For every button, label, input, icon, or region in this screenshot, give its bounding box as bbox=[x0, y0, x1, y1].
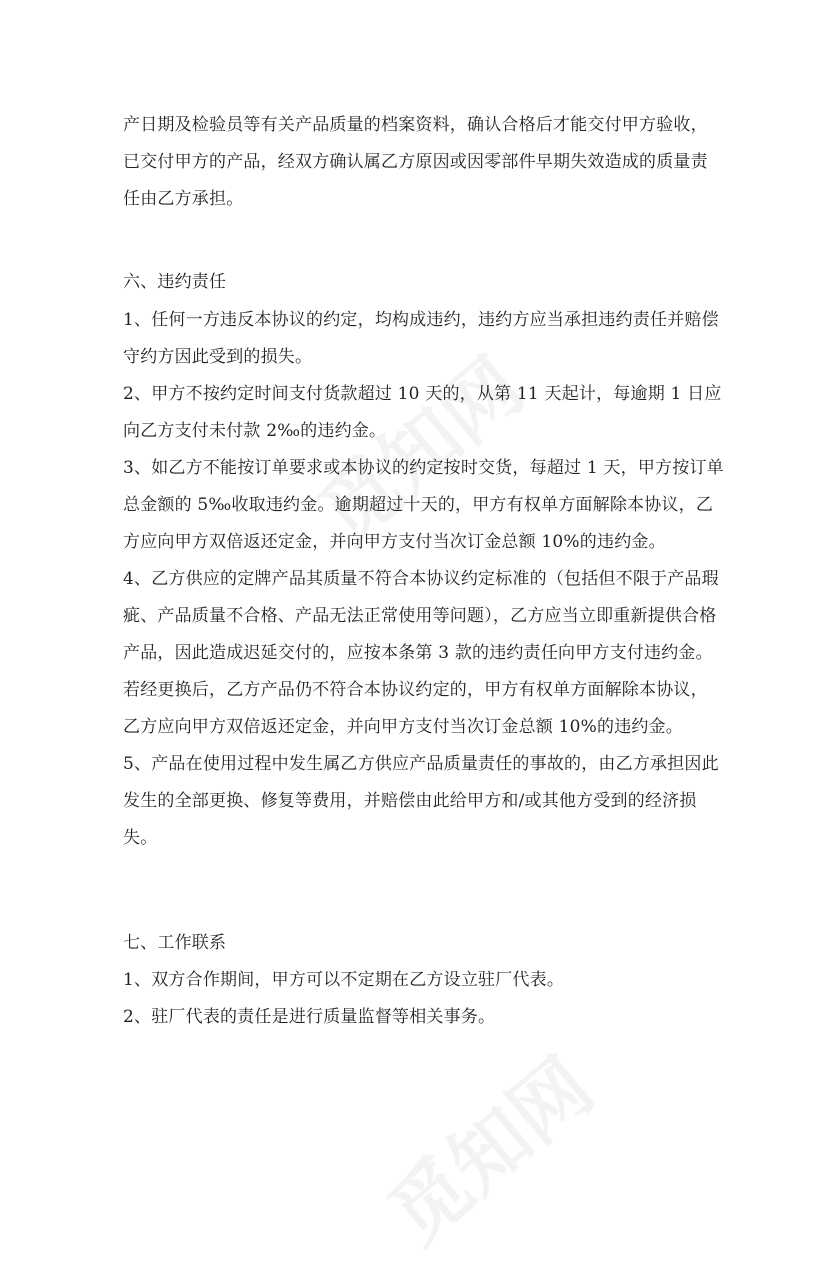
section-heading: 六、违约责任 bbox=[123, 272, 227, 292]
text-line: 若经更换后，乙方产品仍不符合本协议约定的，甲方有权单方面解除本协议， bbox=[123, 680, 708, 700]
text-line: 疵、产品质量不合格、产品无法正常使用等问题），乙方应当立即重新提供合格 bbox=[123, 606, 717, 626]
section-6 bbox=[123, 264, 713, 301]
text-line: 2、驻厂代表的责任是进行质量监督等相关事务。 bbox=[123, 1007, 496, 1027]
text-line: 1、双方合作期间，甲方可以不定期在乙方设立驻厂代表。 bbox=[123, 970, 565, 990]
text-line: 乙方应向甲方双倍返还定金，并向甲方支付当次订金总额 10%的违约金。 bbox=[123, 717, 683, 737]
text-line: 发生的全部更换、修复等费用，并赔偿由此给甲方和/或其他方受到的经济损 bbox=[123, 791, 697, 811]
text-line: 3、如乙方不能按订单要求或本协议的约定按时交货，每超过 1 天，甲方按订单 bbox=[123, 458, 724, 478]
text-line: 4、乙方供应的定牌产品其质量不符合本协议约定标准的（包括但不限于产品瑕 bbox=[123, 569, 719, 589]
section-5-tail bbox=[123, 107, 713, 218]
section-7 bbox=[123, 925, 713, 1036]
text-line: 已交付甲方的产品，经双方确认属乙方原因或因零部件早期失效造成的质量责 bbox=[123, 152, 708, 172]
section-heading: 七、工作联系 bbox=[123, 933, 227, 953]
text-line: 守约方因此受到的损失。 bbox=[123, 347, 313, 367]
text-line: 5、产品在使用过程中发生属乙方供应产品质量责任的事故的，由乙方承担因此 bbox=[123, 754, 719, 774]
watermark-text bbox=[361, 1028, 612, 1264]
text-line: 产品，因此造成迟延交付的，应按本条第 3 款的违约责任向甲方支付违约金。 bbox=[123, 643, 713, 663]
text-line: 产日期及检验员等有关产品质量的档案资料，确认合格后才能交付甲方验收， bbox=[123, 115, 708, 135]
text-line: 方应向甲方双倍返还定金，并向甲方支付当次订金总额 10%的违约金。 bbox=[123, 532, 666, 552]
text-line: 总金额的 5‰收取违约金。逾期超过十天的，甲方有权单方面解除本协议，乙 bbox=[123, 495, 714, 515]
text-line: 向乙方支付未付款 2‰的违约金。 bbox=[123, 421, 387, 441]
text-line: 2、甲方不按约定时间支付货款超过 10 天的，从第 11 天起计，每逾期 1 日应 bbox=[123, 384, 722, 404]
text-line: 失。 bbox=[123, 828, 158, 848]
text-line: 任由乙方承担。 bbox=[123, 189, 244, 209]
text-line: 1、任何一方违反本协议的约定，均构成违约，违约方应当承担违约责任并赔偿 bbox=[123, 310, 719, 330]
section-6-body bbox=[123, 302, 724, 857]
